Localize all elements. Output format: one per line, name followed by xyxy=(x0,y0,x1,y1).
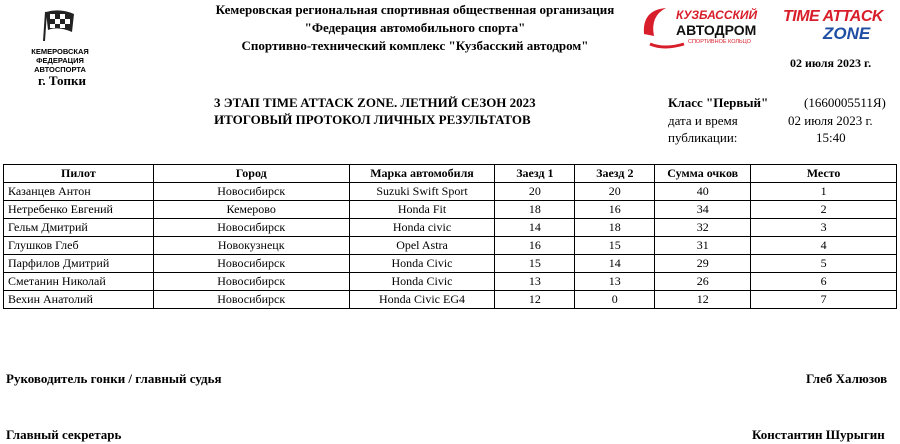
results-table xyxy=(3,164,897,309)
cell-total: 34 xyxy=(655,201,751,219)
cell-pilot: Казанцев Антон xyxy=(4,183,154,201)
cell-run2: 20 xyxy=(575,183,655,201)
cell-car: Suzuki Swift Sport xyxy=(349,183,495,201)
cell-place: 1 xyxy=(751,183,897,201)
judge-label: Руководитель гонки / главный судья xyxy=(6,371,222,386)
cell-city: Новосибирск xyxy=(153,291,349,309)
cell-car: Honda civic xyxy=(349,219,495,237)
col-header-place: Место xyxy=(751,165,897,183)
col-header-run2: Заезд 2 xyxy=(575,165,655,183)
table-row xyxy=(4,255,897,273)
cell-place: 6 xyxy=(751,273,897,291)
cell-run2: 13 xyxy=(575,273,655,291)
cell-run2: 15 xyxy=(575,237,655,255)
datetime-label-2: публикации: xyxy=(668,130,738,145)
cell-pilot: Гельм Дмитрий xyxy=(4,219,154,237)
col-header-car: Марка автомобиля xyxy=(349,165,495,183)
cell-run1: 20 xyxy=(495,183,575,201)
federation-logo xyxy=(10,8,110,74)
secretary-name: Константин Шурыгин xyxy=(752,427,885,442)
cell-total: 40 xyxy=(655,183,751,201)
table-row xyxy=(4,237,897,255)
cell-run2: 16 xyxy=(575,201,655,219)
cell-run1: 15 xyxy=(495,255,575,273)
city: г. Топки xyxy=(38,73,86,88)
cell-run1: 16 xyxy=(495,237,575,255)
org-line-3: Спортивно-технический комплекс "Кузбасский автодром" xyxy=(241,38,589,53)
federation-logo-line1: КЕМЕРОВСКАЯ xyxy=(31,47,89,56)
checkered-flag-icon xyxy=(40,8,80,42)
time-attack-zone-logo xyxy=(775,6,895,46)
table-row xyxy=(4,201,897,219)
cell-pilot: Парфилов Дмитрий xyxy=(4,255,154,273)
col-header-pilot: Пилот xyxy=(4,165,154,183)
cell-total: 31 xyxy=(655,237,751,255)
datetime-label-1: дата и время xyxy=(668,113,738,128)
header-date: 02 июля 2023 г. xyxy=(790,56,872,70)
cell-pilot: Глушков Глеб xyxy=(4,237,154,255)
cell-run2: 0 xyxy=(575,291,655,309)
federation-logo-line2: ФЕДЕРАЦИЯ АВТОСПОРТА xyxy=(34,56,86,74)
cell-run1: 12 xyxy=(495,291,575,309)
secretary-label: Главный секретарь xyxy=(6,427,122,442)
ta-logo-line1: TIME ATTACK xyxy=(783,8,883,25)
cell-car: Honda Civic xyxy=(349,273,495,291)
cell-pilot: Сметанин Николай xyxy=(4,273,154,291)
col-header-city: Город xyxy=(153,165,349,183)
cell-total: 12 xyxy=(655,291,751,309)
org-line-2: "Федерация автомобильного спорта" xyxy=(304,20,526,35)
cell-car: Honda Fit xyxy=(349,201,495,219)
cell-city: Новосибирск xyxy=(153,273,349,291)
kuzbass-logo-line2: АВТОДРОМ xyxy=(676,22,757,38)
cell-pilot: Вехин Анатолий xyxy=(4,291,154,309)
class-code: (1660005511Я) xyxy=(804,95,886,110)
org-line-1: Кемеровская региональная спортивная общественная организация xyxy=(215,2,615,17)
table-row xyxy=(4,219,897,237)
publication-date: 02 июля 2023 г. xyxy=(788,113,873,128)
kuzbass-logo-line3: СПОРТИВНОЕ КОЛЬЦО xyxy=(688,39,751,45)
cell-place: 2 xyxy=(751,201,897,219)
table-row xyxy=(4,273,897,291)
cell-car: Honda Civic EG4 xyxy=(349,291,495,309)
cell-car: Honda Civic xyxy=(349,255,495,273)
judge-name: Глеб Халюзов xyxy=(806,371,888,386)
event-title: 3 ЭТАП TIME ATTACK ZONE. ЛЕТНИЙ СЕЗОН 2023 xyxy=(214,95,536,110)
class-label: Класс "Первый" xyxy=(668,95,769,110)
cell-city: Кемерово xyxy=(153,201,349,219)
cell-total: 26 xyxy=(655,273,751,291)
event-subtitle: ИТОГОВЫЙ ПРОТОКОЛ ЛИЧНЫХ РЕЗУЛЬТАТОВ xyxy=(214,112,531,127)
ta-logo-line2: ZONE xyxy=(823,24,871,43)
table-header-row xyxy=(4,165,897,183)
cell-place: 5 xyxy=(751,255,897,273)
cell-place: 4 xyxy=(751,237,897,255)
cell-total: 32 xyxy=(655,219,751,237)
cell-car: Opel Astra xyxy=(349,237,495,255)
col-header-run1: Заезд 1 xyxy=(495,165,575,183)
cell-place: 3 xyxy=(751,219,897,237)
cell-pilot: Нетребенко Евгений xyxy=(4,201,154,219)
cell-total: 29 xyxy=(655,255,751,273)
cell-run2: 18 xyxy=(575,219,655,237)
publication-time: 15:40 xyxy=(816,130,846,145)
cell-city: Новосибирск xyxy=(153,183,349,201)
cell-city: Новосибирск xyxy=(153,219,349,237)
cell-run1: 13 xyxy=(495,273,575,291)
cell-city: Новосибирск xyxy=(153,255,349,273)
cell-run2: 14 xyxy=(575,255,655,273)
table-row xyxy=(4,291,897,309)
cell-place: 7 xyxy=(751,291,897,309)
cell-run1: 18 xyxy=(495,201,575,219)
col-header-total: Сумма очков xyxy=(655,165,751,183)
cell-city: Новокузнецк xyxy=(153,237,349,255)
cell-run1: 14 xyxy=(495,219,575,237)
kuzbass-logo-line1: КУЗБАССКИЙ xyxy=(676,8,758,22)
kuzbass-autodrom-logo xyxy=(640,4,770,52)
table-row xyxy=(4,183,897,201)
